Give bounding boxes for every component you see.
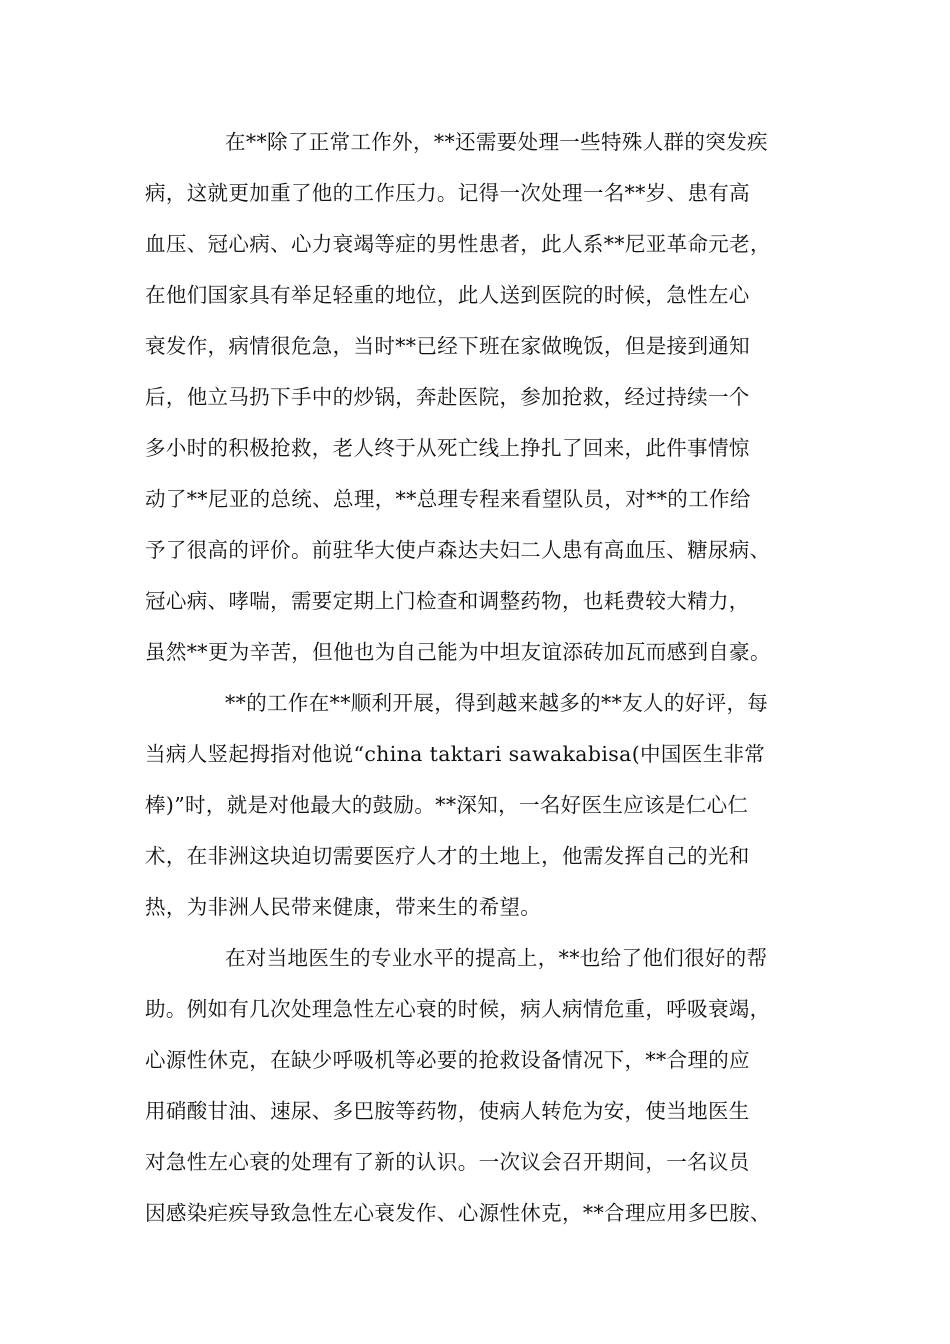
paragraph-1-line-1: 在**除了正常工作外，**还需要处理一些特殊人群的突发疾 xyxy=(225,130,768,154)
paragraph-1-line-2: 病，这就更加重了他的工作压力。记得一次处理一名**岁、患有高 xyxy=(145,181,750,205)
paragraph-1-line-4: 在他们国家具有举足轻重的地位，此人送到医院的时候，急性左心 xyxy=(145,283,750,307)
paragraph-3-line-5: 对急性左心衰的处理有了新的认识。一次议会召开期间，一名议员 xyxy=(145,1150,750,1174)
paragraph-1-line-11: 虽然**更为辛苦，但他也为自己能为中坦友谊添砖加瓦而感到自豪。 xyxy=(145,640,771,664)
paragraph-2-line-3: 棒)”时，就是对他最大的鼓励。**深知，一名好医生应该是仁心仁 xyxy=(145,793,749,817)
paragraph-3-line-1: 在对当地医生的专业水平的提高上，**也给了他们很好的帮 xyxy=(225,946,768,970)
paragraph-1-line-10: 冠心病、哮喘，需要定期上门检查和调整药物，也耗费较大精力， xyxy=(145,589,750,613)
paragraph-1-line-7: 多小时的积极抢救，老人终于从死亡线上挣扎了回来，此件事情惊 xyxy=(145,436,750,460)
paragraph-2-line-5: 热，为非洲人民带来健康，带来生的希望。 xyxy=(145,895,542,919)
paragraph-2-line-2: 当病人竖起拇指对他说“china taktari sawakabisa(中国医生非常 xyxy=(145,742,766,766)
paragraph-2-line-1: **的工作在**顺利开展，得到越来越多的**友人的好评，每 xyxy=(225,691,769,715)
paragraph-1-line-3: 血压、冠心病、心力衰竭等症的男性患者，此人系**尼亚革命元老， xyxy=(145,232,771,256)
paragraph-3-line-6: 因感染疟疾导致急性左心衰发作、心源性休克，**合理应用多巴胺、 xyxy=(145,1201,771,1225)
document-body xyxy=(145,117,825,1239)
paragraph-2-line-4: 术，在非洲这块迫切需要医疗人才的土地上，他需发挥自己的光和 xyxy=(145,844,750,868)
paragraph-1-line-6: 后，他立马扔下手中的炒锅，奔赴医院，参加抢救，经过持续一个 xyxy=(145,385,750,409)
paragraph-3-line-4: 用硝酸甘油、速尿、多巴胺等药物，使病人转危为安，使当地医生 xyxy=(145,1099,750,1123)
paragraph-3-line-3: 心源性休克，在缺少呼吸机等必要的抢救设备情况下，**合理的应 xyxy=(145,1048,750,1072)
paragraph-1-line-8: 动了**尼亚的总统、总理，**总理专程来看望队员，对**的工作给 xyxy=(145,487,751,511)
paragraph-1-line-5: 衰发作，病情很危急，当时**已经下班在家做晚饭，但是接到通知 xyxy=(145,334,750,358)
paragraph-3-line-2: 助。例如有几次处理急性左心衰的时候，病人病情危重，呼吸衰竭， xyxy=(145,997,771,1021)
paragraph-1-line-9: 予了很高的评价。前驻华大使卢森达夫妇二人患有高血压、糖尿病、 xyxy=(145,538,771,562)
